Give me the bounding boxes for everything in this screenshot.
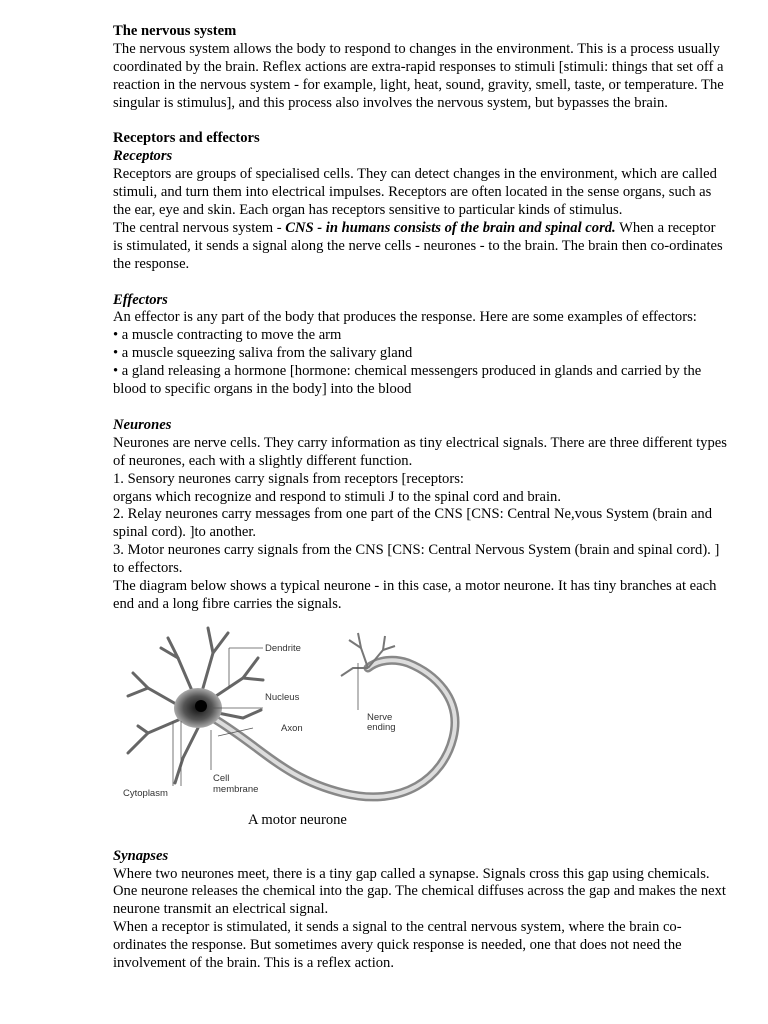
paragraph-cns: [113, 220, 728, 274]
label-nucleus: Nucleus: [265, 691, 300, 703]
label-cell-membrane-1: Cell: [213, 772, 230, 784]
subheading-synapses: Synapses: [113, 847, 169, 864]
label-cytoplasm: Cytoplasm: [123, 787, 168, 799]
subheading-receptors: Receptors: [113, 148, 173, 165]
cns-text-pre: The central nervous system -: [113, 219, 286, 236]
paragraph-synapses: Where two neurones meet, there is a tiny gap called a synapse. Signals cross this gap using chemicals. One neurone releases the chemical into the gap. The chemical diffuses across the gap and makes the next neurone transmit an electrical signal.: [113, 865, 726, 918]
heading-receptors-effectors: Receptors and effectors: [113, 130, 260, 147]
label-nerve-ending-2: ending: [367, 721, 396, 733]
list-item-sensory-b: organs which recognize and respond to stimuli J to the spinal cord and brain.: [113, 488, 561, 505]
list-item-effector: • a gland releasing a hormone [hormone: chemical messengers produced in glands and carried by the blood to specific organs in the body] into the blood: [113, 363, 702, 398]
list-item-effector: • a muscle squeezing saliva from the salivary gland: [113, 345, 413, 362]
subheading-neurones: Neurones: [113, 416, 172, 433]
label-nerve-ending-1: Nerve: [367, 711, 393, 723]
label-dendrite: Dendrite: [265, 642, 301, 654]
cns-text-post: When a receptor is stimulated, it sends a signal along the nerve cells - neurones - to the brain. The brain then co-ordinates the response.: [113, 219, 723, 272]
paragraph-nervous-system: The nervous system allows the body to respond to changes in the environment. This is a process usually coordinated by the brain. Reflex actions are extra-rapid responses to stimuli [stimuli: things that set off a reaction in the nervous system - for example, light, heat, sound, gravity, smell, taste, or temperature. The singular is stimulus], and this process also involves the nervous system, but bypasses the brain.: [113, 40, 724, 111]
label-cell-membrane-2: membrane: [213, 783, 259, 795]
figure-caption: A motor neurone: [248, 811, 347, 828]
list-item-sensory-a: 1. Sensory neurones carry signals from receptors [receptors:: [113, 470, 464, 487]
document-body: [113, 23, 728, 973]
motor-neurone-diagram: [113, 618, 473, 808]
paragraph-reflex: When a receptor is stimulated, it sends a signal to the central nervous system, where the brain co-ordinates the response. But sometimes avery quick response is needed, one that does not need the involvement of the brain. This is a reflex action.: [113, 919, 682, 972]
cns-text-emphasis: CNS - in humans consists of the brain and spinal cord.: [285, 219, 616, 236]
nucleus-shape: [195, 700, 207, 712]
paragraph-neurones-intro: Neurones are nerve cells. They carry information as tiny electrical signals. There are three different types of neurones, each with a slightly different function.: [113, 434, 727, 469]
paragraph-diagram-intro: The diagram below shows a typical neurone - in this case, a motor neurone. It has tiny branches at each end and a long fibre carries the signals.: [113, 578, 717, 612]
list-item-effector: • a muscle contracting to move the arm: [113, 327, 342, 344]
heading-nervous-system: The nervous system: [113, 23, 237, 39]
subheading-effectors: Effectors: [113, 291, 168, 308]
list-item-relay: 2. Relay neurones carry messages from one part of the CNS [CNS: Central Ne,vous System (brain and spinal cord). ]to another.: [113, 506, 713, 541]
paragraph-effectors-intro: An effector is any part of the body that produces the response. Here are some examples of effectors:: [113, 309, 697, 326]
label-axon: Axon: [281, 722, 303, 734]
paragraph-receptors: Receptors are groups of specialised cells. They can detect changes in the environment, which are called stimuli, and turn them into electrical impulses. Receptors are often located in the sense organs, such as the ear, eye and skin. Each organ has receptors sensitive to particular kinds of stimulus.: [113, 166, 717, 219]
list-item-motor: 3. Motor neurones carry signals from the CNS [CNS: Central Nervous System (brain and spinal cord). ] to effectors.: [113, 542, 720, 577]
motor-neurone-figure: [113, 618, 728, 808]
